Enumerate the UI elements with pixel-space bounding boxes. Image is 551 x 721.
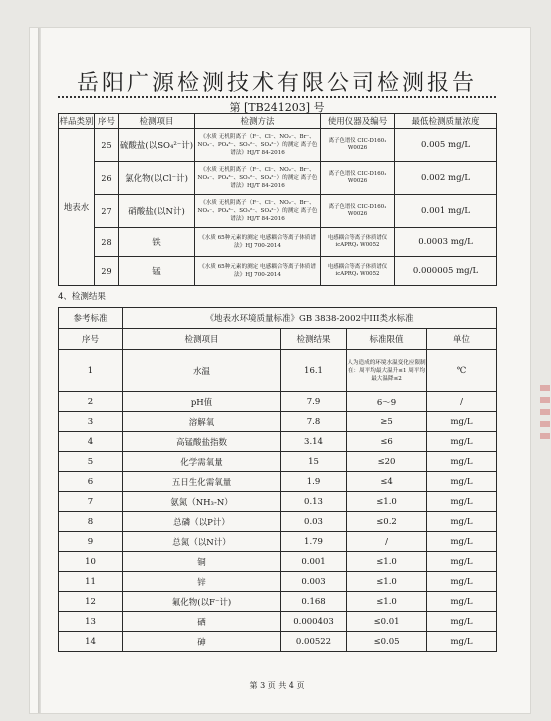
- table-row: [59, 492, 497, 512]
- table-row: [59, 350, 497, 392]
- reference-standard-row: [59, 308, 497, 329]
- row-item: 水温: [123, 350, 281, 392]
- table-row: [59, 257, 497, 286]
- row-result: 3.14: [281, 432, 347, 452]
- table-row: [59, 195, 497, 228]
- row-unit: mg/L: [427, 552, 497, 572]
- row-result: 0.000403: [281, 612, 347, 632]
- row-item: 溶解氧: [123, 412, 281, 432]
- reference-standard-value: 《地表水环境质量标准》GB 3838-2002中III类水标准: [123, 308, 497, 329]
- row-item: 高锰酸盐指数: [123, 432, 281, 452]
- row-instrument: 离子色谱仪 CIC-D160₁ W0026: [321, 195, 395, 228]
- row-item: 总氮（以N计）: [123, 532, 281, 552]
- row-result: 16.1: [281, 350, 347, 392]
- report-number: 第 [TB241203] 号: [229, 101, 325, 114]
- row-no: 27: [95, 195, 119, 228]
- table-row: [59, 512, 497, 532]
- page-number: 第 3 页 共 4 页: [249, 681, 305, 690]
- row-no: 4: [59, 432, 123, 452]
- row-method: 《水质 无机阴离子（F⁻、Cl⁻、NO₂⁻、Br⁻、NO₃⁻、PO₄³⁻、SO₃²⁻、SO₄²⁻）的测定 离子色谱法》HJ/T 84-2016: [195, 162, 321, 195]
- row-method: 《水质 65种元素的测定 电感耦合等离子体质谱法》HJ 700-2014: [195, 257, 321, 286]
- row-no: 13: [59, 612, 123, 632]
- header-method: 检测方法: [195, 114, 321, 129]
- row-limit: 0.002 mg/L: [395, 162, 497, 195]
- row-limit: ≤1.0: [347, 492, 427, 512]
- row-no: 29: [95, 257, 119, 286]
- header-unit: 单位: [427, 329, 497, 350]
- row-item: 锌: [123, 572, 281, 592]
- table-row: [59, 162, 497, 195]
- row-limit: ≤0.2: [347, 512, 427, 532]
- method-table-header: [59, 114, 497, 129]
- table-row: [59, 452, 497, 472]
- table-row: [59, 392, 497, 412]
- row-item: 氯化物(以Cl⁻计): [119, 162, 195, 195]
- row-instrument: 离子色谱仪 CIC-D160₁ W0026: [321, 162, 395, 195]
- table-row: [59, 572, 497, 592]
- row-instrument: 离子色谱仪 CIC-D160₁ W0026: [321, 129, 395, 162]
- row-limit: 0.001 mg/L: [395, 195, 497, 228]
- row-item: 硫酸盐(以SO₄²⁻计): [119, 129, 195, 162]
- table-row: [59, 592, 497, 612]
- table-row: [59, 532, 497, 552]
- row-limit: ≥5: [347, 412, 427, 432]
- row-item: 氟化物(以F⁻计): [123, 592, 281, 612]
- row-unit: mg/L: [427, 472, 497, 492]
- row-result: 1.79: [281, 532, 347, 552]
- row-result: 0.001: [281, 552, 347, 572]
- row-item: 铁: [119, 228, 195, 257]
- row-limit: ≤1.0: [347, 552, 427, 572]
- row-no: 8: [59, 512, 123, 532]
- row-item: 五日生化需氧量: [123, 472, 281, 492]
- sample-category: 地表水: [59, 129, 95, 286]
- row-item: 硝酸盐(以N计): [119, 195, 195, 228]
- section-title: 4、检测结果: [58, 292, 106, 302]
- row-limit: ≤1.0: [347, 572, 427, 592]
- table-row: [59, 129, 497, 162]
- row-unit: mg/L: [427, 512, 497, 532]
- row-limit: ≤0.01: [347, 612, 427, 632]
- row-limit: /: [347, 532, 427, 552]
- row-result: 0.13: [281, 492, 347, 512]
- row-no: 6: [59, 472, 123, 492]
- seal-stamp-fragment: [540, 385, 550, 445]
- header-limit: 标准限值: [347, 329, 427, 350]
- row-result: 1.9: [281, 472, 347, 492]
- row-unit: mg/L: [427, 432, 497, 452]
- header-item: 检测项目: [123, 329, 281, 350]
- row-item: 锰: [119, 257, 195, 286]
- row-result: 0.03: [281, 512, 347, 532]
- row-method: 《水质 无机阴离子（F⁻、Cl⁻、NO₂⁻、Br⁻、NO₃⁻、PO₄³⁻、SO₃²⁻、SO₄²⁻）的测定 离子色谱法》HJ/T 84-2016: [195, 195, 321, 228]
- header-result: 检测结果: [281, 329, 347, 350]
- row-limit: 0.000005 mg/L: [395, 257, 497, 286]
- row-result: 15: [281, 452, 347, 472]
- row-unit: /: [427, 392, 497, 412]
- table-row: [59, 632, 497, 652]
- row-no: 5: [59, 452, 123, 472]
- row-no: 25: [95, 129, 119, 162]
- table-row: [59, 552, 497, 572]
- row-unit: mg/L: [427, 492, 497, 512]
- table-row: [59, 612, 497, 632]
- row-unit: mg/L: [427, 632, 497, 652]
- row-limit: 0.0003 mg/L: [395, 228, 497, 257]
- row-unit: mg/L: [427, 612, 497, 632]
- table-row: [59, 228, 497, 257]
- row-no: 2: [59, 392, 123, 412]
- header-detection-limit: 最低检测质量浓度: [395, 114, 497, 129]
- header-no: 序号: [95, 114, 119, 129]
- row-limit: ≤1.0: [347, 592, 427, 612]
- row-limit: ≤0.05: [347, 632, 427, 652]
- row-result: 7.8: [281, 412, 347, 432]
- row-limit: 人为造成的环境水温变化应限制在：周平均最大温升≤1 周平均最大温降≤2: [347, 350, 427, 392]
- row-item: 铜: [123, 552, 281, 572]
- reference-standard-label: 参考标准: [59, 308, 123, 329]
- table-row: [59, 412, 497, 432]
- row-no: 14: [59, 632, 123, 652]
- row-no: 26: [95, 162, 119, 195]
- row-result: 0.00522: [281, 632, 347, 652]
- results-table: [58, 307, 497, 652]
- row-unit: mg/L: [427, 412, 497, 432]
- row-no: 11: [59, 572, 123, 592]
- row-no: 10: [59, 552, 123, 572]
- header-no: 序号: [59, 329, 123, 350]
- method-table: [58, 113, 497, 286]
- row-item: 氨氮（NH₃-N）: [123, 492, 281, 512]
- row-no: 12: [59, 592, 123, 612]
- table-row: [59, 472, 497, 492]
- row-limit: 0.005 mg/L: [395, 129, 497, 162]
- row-no: 3: [59, 412, 123, 432]
- row-no: 9: [59, 532, 123, 552]
- results-table-header: [59, 329, 497, 350]
- row-unit: ℃: [427, 350, 497, 392]
- row-result: 0.168: [281, 592, 347, 612]
- table-row: [59, 432, 497, 452]
- row-limit: ≤20: [347, 452, 427, 472]
- row-no: 28: [95, 228, 119, 257]
- row-item: 砷: [123, 632, 281, 652]
- row-instrument: 电感耦合等离子体质谱仪icAPRQ₁ W0052: [321, 257, 395, 286]
- header-sample-category: 样品类别: [59, 114, 95, 129]
- row-item: pH值: [123, 392, 281, 412]
- row-limit: ≤6: [347, 432, 427, 452]
- row-no: 7: [59, 492, 123, 512]
- row-item: 总磷（以P计）: [123, 512, 281, 532]
- row-limit: 6～9: [347, 392, 427, 412]
- row-unit: mg/L: [427, 532, 497, 552]
- row-unit: mg/L: [427, 452, 497, 472]
- row-instrument: 电感耦合等离子体质谱仪icAPRQ₁ W0052: [321, 228, 395, 257]
- row-item: 硒: [123, 612, 281, 632]
- report-title: 岳阳广源检测技术有限公司检测报告: [76, 71, 477, 96]
- row-limit: ≤4: [347, 472, 427, 492]
- row-item: 化学需氧量: [123, 452, 281, 472]
- row-result: 0.003: [281, 572, 347, 592]
- row-no: 1: [59, 350, 123, 392]
- row-method: 《水质 65种元素的测定 电感耦合等离子体质谱法》HJ 700-2014: [195, 228, 321, 257]
- header-item: 检测项目: [119, 114, 195, 129]
- row-unit: mg/L: [427, 592, 497, 612]
- header-instrument: 使用仪器及编号: [321, 114, 395, 129]
- row-unit: mg/L: [427, 572, 497, 592]
- title-divider: [58, 96, 496, 98]
- binding-edge: [38, 28, 41, 713]
- row-method: 《水质 无机阴离子（F⁻、Cl⁻、NO₂⁻、Br⁻、NO₃⁻、PO₄³⁻、SO₃²⁻、SO₄²⁻）的测定 离子色谱法》HJ/T 84-2016: [195, 129, 321, 162]
- row-result: 7.9: [281, 392, 347, 412]
